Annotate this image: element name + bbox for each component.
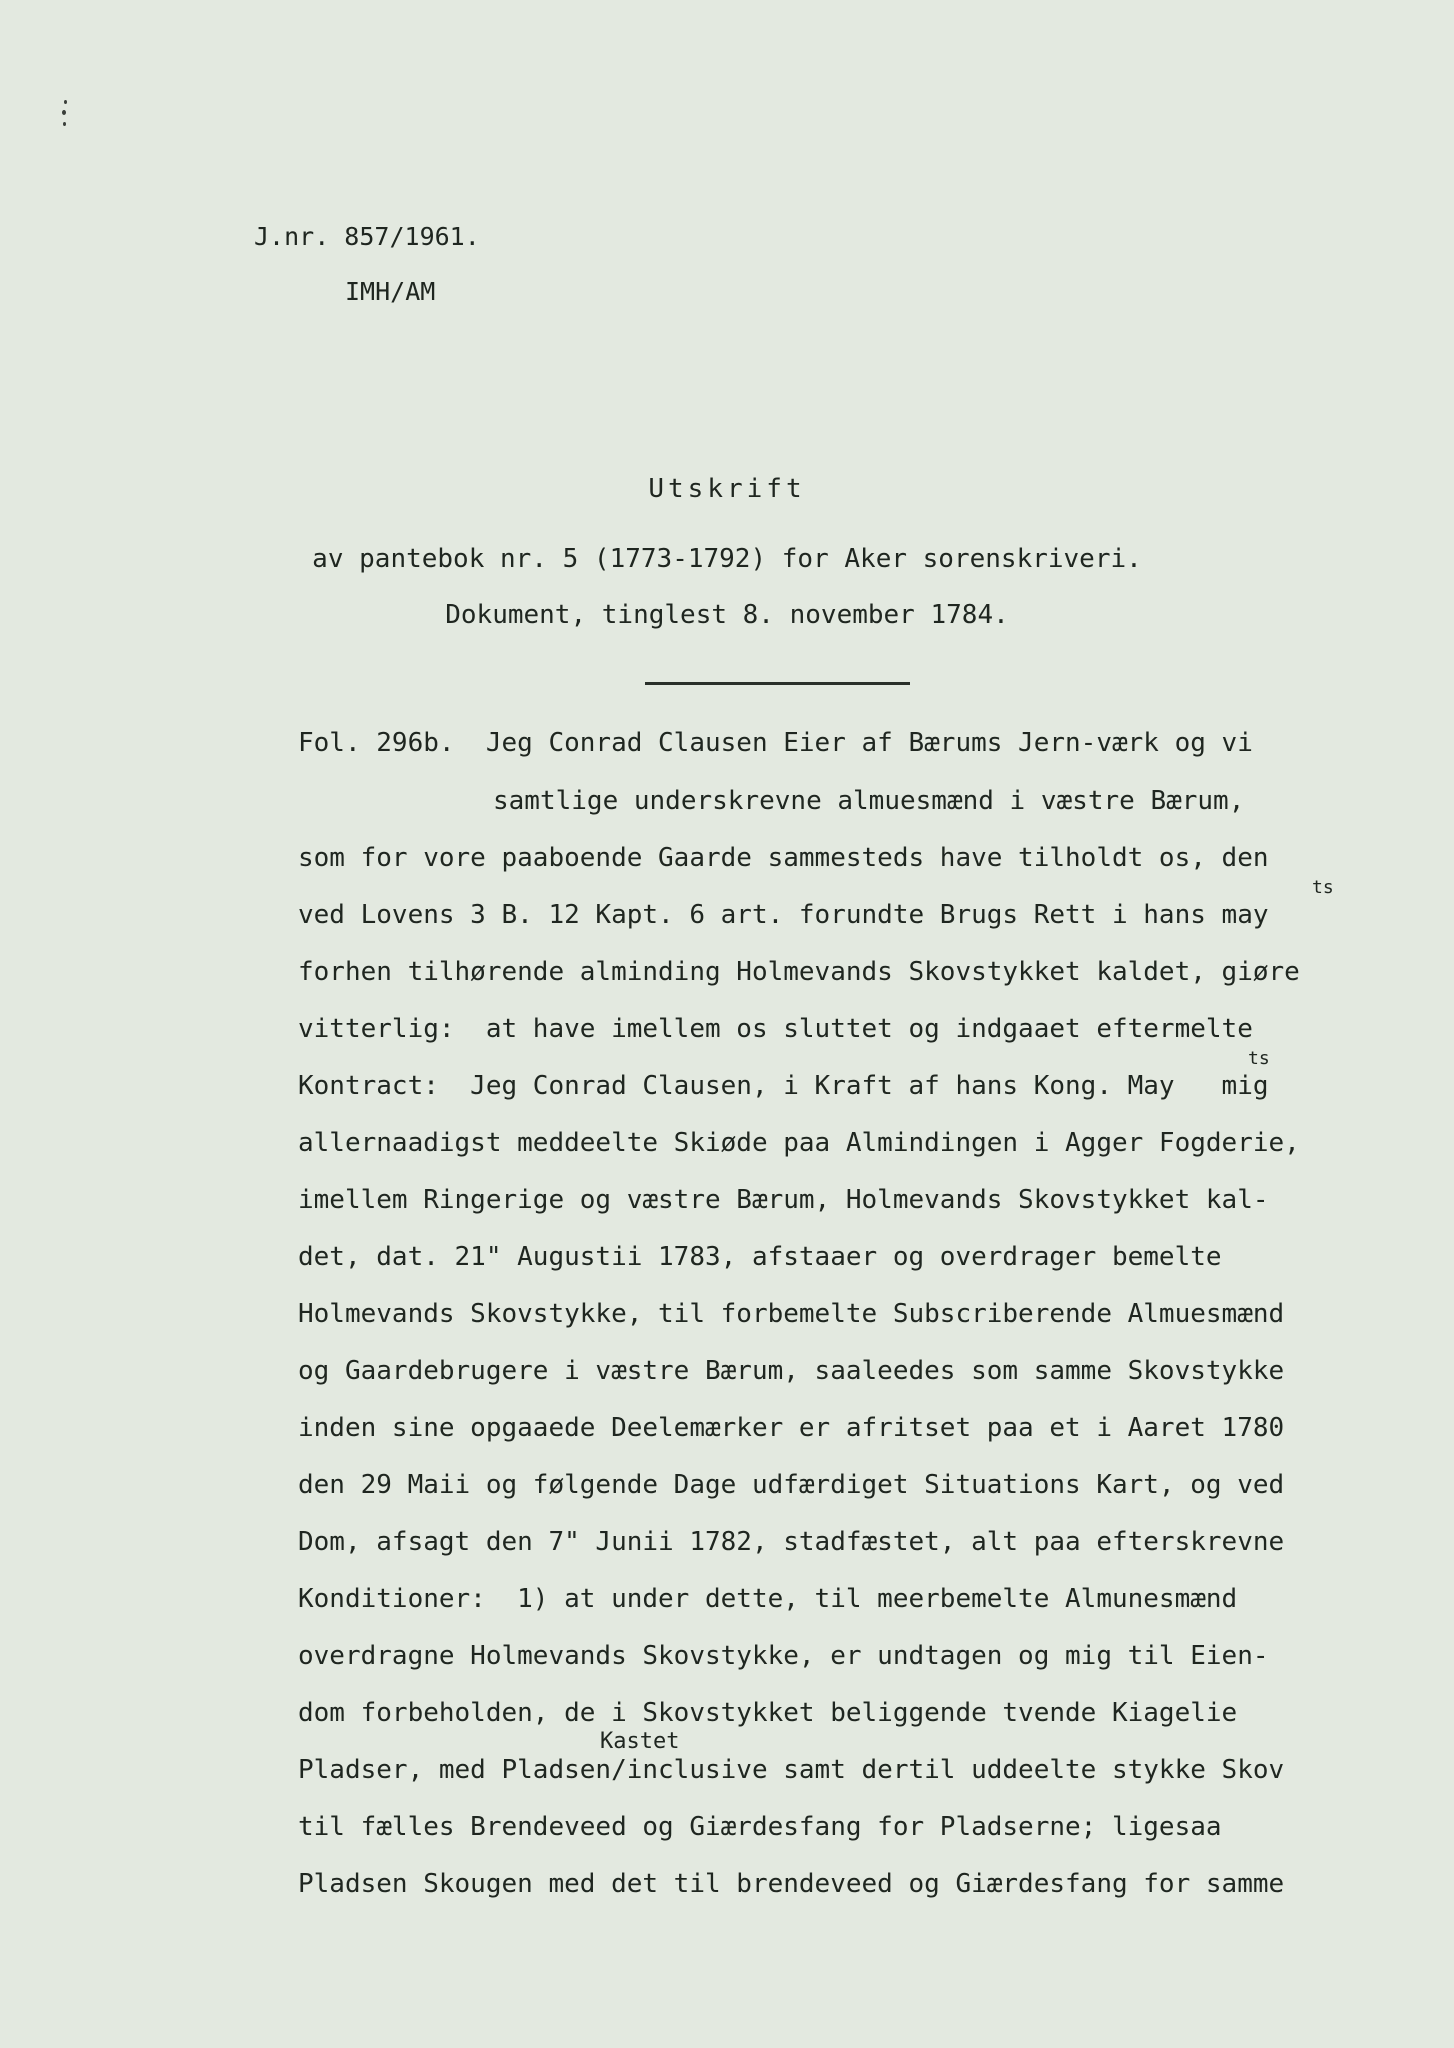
- margin-speck: [62, 110, 66, 115]
- journal-number: J.nr. 857/1961.: [254, 222, 480, 251]
- body-line: som for vore paaboende Gaarde sammesteds have tilholdt os, den: [298, 843, 1269, 873]
- body-line: Konditioner: 1) at under dette, til meerbemelte Almunesmænd: [298, 1584, 1238, 1614]
- margin-speck: [64, 100, 67, 104]
- body-line: Pladser, med Pladsen/inclusive samt dertil uddeelte stykke Skov: [298, 1755, 1285, 1785]
- body-line: overdragne Holmevands Skovstykke, er undtagen og mig til Eien-: [298, 1641, 1269, 1671]
- body-line: det, dat. 21" Augustii 1783, afstaaer og overdrager bemelte: [298, 1242, 1222, 1272]
- initials: IMH/AM: [345, 277, 436, 306]
- body-line: samtlige underskrevne almuesmænd i væstre Bærum,: [493, 786, 1245, 816]
- body-line: ved Lovens 3 B. 12 Kapt. 6 art. forundte Brugs Rett i hans may: [298, 900, 1269, 930]
- body-line: imellem Ringerige og væstre Bærum, Holmevands Skovstykket kal-: [298, 1185, 1269, 1215]
- body-line: Holmevands Skovstykke, til forbemelte Subscriberende Almuesmænd: [298, 1299, 1285, 1329]
- body-line: til fælles Brendeveed og Giærdesfang for Pladserne; ligesaa: [298, 1812, 1222, 1842]
- interlinear-insertion: Kastet: [600, 1729, 680, 1754]
- subtitle-line: av pantebok nr. 5 (1773-1792) for Aker sorenskriveri.: [312, 544, 1142, 574]
- body-line: Fol. 296b. Jeg Conrad Clausen Eier af Bærums Jern-værk og vi: [298, 728, 1253, 758]
- body-line: Pladsen Skougen med det til brendeveed og Giærdesfang for samme: [298, 1869, 1285, 1899]
- body-line: vitterlig: at have imellem os sluttet og indgaaet eftermelte: [298, 1014, 1253, 1044]
- body-line: allernaadigst meddeelte Skiøde paa Almindingen i Agger Fogderie,: [298, 1128, 1300, 1158]
- title-divider: [645, 682, 910, 685]
- document-title: Utskrift: [648, 474, 806, 504]
- margin-speck: [63, 122, 66, 126]
- superscript-ts: ts: [1248, 1048, 1270, 1069]
- body-line: forhen tilhørende alminding Holmevands Skovstykket kaldet, giøre: [298, 957, 1300, 987]
- superscript-ts: ts: [1312, 877, 1334, 898]
- body-line: Dom, afsagt den 7" Junii 1782, stadfæstet, alt paa efterskrevne: [298, 1527, 1285, 1557]
- body-line: inden sine opgaaede Deelemærker er afritset paa et i Aaret 1780: [298, 1413, 1285, 1443]
- body-line: og Gaardebrugere i væstre Bærum, saaleedes som samme Skovstykke: [298, 1356, 1285, 1386]
- body-line: den 29 Maii og følgende Dage udfærdiget Situations Kart, og ved: [298, 1470, 1285, 1500]
- body-line: dom forbeholden, de i Skovstykket beliggende tvende Kiagelie: [298, 1698, 1238, 1728]
- subtitle-line: Dokument, tinglest 8. november 1784.: [445, 600, 1009, 630]
- body-line: Kontract: Jeg Conrad Clausen, i Kraft af hans Kong. May mig: [298, 1071, 1269, 1101]
